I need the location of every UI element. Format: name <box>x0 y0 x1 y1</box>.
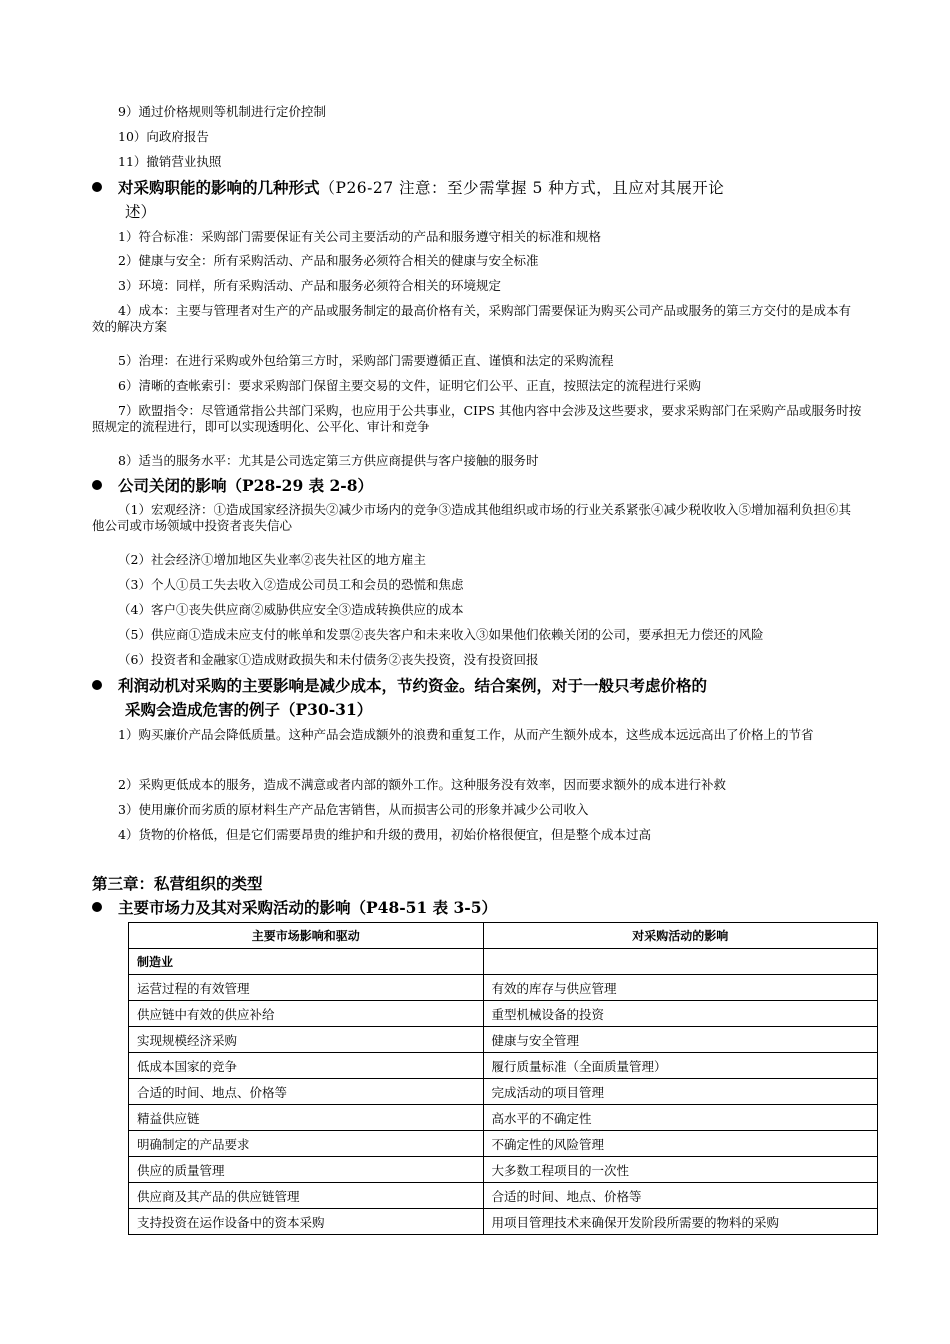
table-cell: 履行质量标准（全面质量管理） <box>483 1053 877 1079</box>
list-item: （3）个人①员工失去收入②造成公司员工和会员的恐慌和焦虑 <box>118 577 464 592</box>
table-row <box>129 1131 878 1157</box>
intro-item: 10）向政府报告 <box>118 129 209 144</box>
list-item: 4）成本：主要与管理者对生产的产品或服务制定的最高价格有关，采购部门需要保证为购买公司产品或服务的第三方交付的是成本有效的解决方案 <box>92 303 851 334</box>
table-cell: 大多数工程项目的一次性 <box>483 1157 877 1183</box>
intro-item: 11）撤销营业执照 <box>118 154 222 169</box>
column-header: 主要市场影响和驱动 <box>129 923 484 949</box>
table-cell: 供应商及其产品的供应链管理 <box>129 1183 484 1209</box>
table-cell: 明确制定的产品要求 <box>129 1131 484 1157</box>
bullet-icon <box>92 480 102 490</box>
section3-heading-cont: 采购会造成危害的例子（P30-31） <box>125 700 373 719</box>
list-item: 3）使用廉价而劣质的原材料生产产品危害销售，从而损害公司的形象并减少公司收入 <box>118 802 589 817</box>
list-item: 6）清晰的查帐索引：要求采购部门保留主要交易的文件，证明它们公平、正直，按照法定的流程进行采购 <box>118 378 701 393</box>
table-cell: 精益供应链 <box>129 1105 484 1131</box>
table-cell: 供应链中有效的供应补给 <box>129 1001 484 1027</box>
table-cell: 合适的时间、地点、价格等 <box>483 1183 877 1209</box>
bullet-icon <box>92 902 102 912</box>
table-row <box>129 1105 878 1131</box>
list-item: （1）宏观经济：①造成国家经济损失②减少市场内的竞争③造成其他组织或市场的行业关系紧张④减少税收收入⑤增加福利负担⑥其他公司或市场领域中投资者丧失信心 <box>92 502 851 533</box>
table-row <box>129 1053 878 1079</box>
list-item: （4）客户①丧失供应商②威胁供应安全③造成转换供应的成本 <box>118 602 464 617</box>
bullet-icon <box>92 680 102 690</box>
table-cell: 支持投资在运作设备中的资本采购 <box>129 1209 484 1235</box>
table-cell: 用项目管理技术来确保开发阶段所需要的物料的采购 <box>483 1209 877 1235</box>
table-cell: 健康与安全管理 <box>483 1027 877 1053</box>
column-header: 对采购活动的影响 <box>483 923 877 949</box>
table-row <box>129 1027 878 1053</box>
market-forces-table <box>128 922 878 1235</box>
table-row <box>129 1001 878 1027</box>
table-row <box>129 975 878 1001</box>
list-item: 4）货物的价格低，但是它们需要昂贵的维护和升级的费用，初始价格很便宜，但是整个成本过高 <box>118 827 651 842</box>
list-item: 7）欧盟指令：尽管通常指公共部门采购，也应用于公共事业，CIPS 其他内容中会涉及这些要求，要求采购部门在采购产品或服务时按照规定的流程进行，即可以实现透明化、公平化、审计和竞争 <box>92 403 862 434</box>
table-cell: 供应的质量管理 <box>129 1157 484 1183</box>
section-label: 制造业 <box>129 949 484 975</box>
chapter3-bullet: 主要市场力及其对采购活动的影响（P48-51 表 3-5） <box>92 897 497 919</box>
table-cell: 高水平的不确定性 <box>483 1105 877 1131</box>
list-item: 2）健康与安全：所有采购活动、产品和服务必须符合相关的健康与安全标准 <box>118 253 539 268</box>
table-cell: 完成活动的项目管理 <box>483 1079 877 1105</box>
list-item: （6）投资者和金融家①造成财政损失和未付债务②丧失投资，没有投资回报 <box>118 652 539 667</box>
list-item: 8）适当的服务水平：尤其是公司选定第三方供应商提供与客户接触的服务时 <box>118 453 539 468</box>
bullet-icon <box>92 182 102 192</box>
table-cell <box>483 949 877 975</box>
intro-item: 9）通过价格规则等机制进行定价控制 <box>118 104 326 119</box>
section1-note-cont: 述） <box>125 203 157 221</box>
table-cell: 实现规模经济采购 <box>129 1027 484 1053</box>
table-section-row <box>129 949 878 975</box>
table-cell: 合适的时间、地点、价格等 <box>129 1079 484 1105</box>
table-cell: 重型机械设备的投资 <box>483 1001 877 1027</box>
list-item: 1）购买廉价产品会降低质量。这种产品会造成额外的浪费和重复工作，从而产生额外成本，这些成本远远高出了价格上的节省 <box>118 727 814 742</box>
table-cell: 有效的库存与供应管理 <box>483 975 877 1001</box>
list-item: 3）环境：同样，所有采购活动、产品和服务必须符合相关的环境规定 <box>118 278 501 293</box>
table-cell: 低成本国家的竞争 <box>129 1053 484 1079</box>
list-item: 1）符合标准：采购部门需要保证有关公司主要活动的产品和服务遵守相关的标准和规格 <box>118 229 601 244</box>
section1-heading: 对采购职能的影响的几种形式（P26-27 注意：至少需掌握 5 种方式，且应对其展开论 <box>92 177 724 199</box>
section3-heading: 利润动机对采购的主要影响是减少成本，节约资金。结合案例，对于一般只考虑价格的 <box>92 675 707 697</box>
list-item: 2）采购更低成本的服务，造成不满意或者内部的额外工作。这种服务没有效率，因而要求额外的成本进行补救 <box>118 777 726 792</box>
section2-heading: 公司关闭的影响（P28-29 表 2-8） <box>92 475 373 497</box>
table-row <box>129 1157 878 1183</box>
table-row <box>129 1079 878 1105</box>
table-row <box>129 1183 878 1209</box>
chapter-title: 第三章：私营组织的类型 <box>92 874 263 893</box>
list-item: （5）供应商①造成未应支付的帐单和发票②丧失客户和未来收入③如果他们依赖关闭的公司，要承担无力偿还的风险 <box>118 627 764 642</box>
list-item: 5）治理：在进行采购或外包给第三方时，采购部门需要遵循正直、谨慎和法定的采购流程 <box>118 353 614 368</box>
table-cell: 运营过程的有效管理 <box>129 975 484 1001</box>
table-row <box>129 1209 878 1235</box>
table-header-row <box>129 923 878 949</box>
list-item: （2）社会经济①增加地区失业率②丧失社区的地方雇主 <box>118 552 426 567</box>
table-cell: 不确定性的风险管理 <box>483 1131 877 1157</box>
